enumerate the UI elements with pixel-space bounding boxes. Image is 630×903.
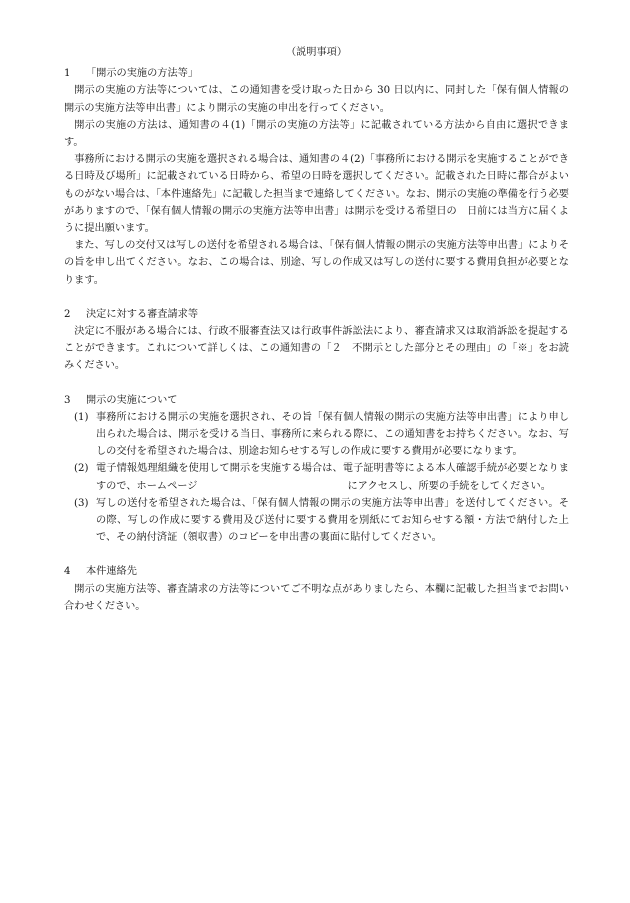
item-text xyxy=(96,460,569,494)
list-item xyxy=(64,409,569,461)
document-body xyxy=(64,44,569,632)
item-number: (2) xyxy=(74,463,89,475)
list-item xyxy=(64,495,569,547)
item-text: 写しの送付を希望された場合は、「保有個人情報の開示の実施方法等申出書」を送付してください。その際、写しの作成に要する費用及び送付に要する費用を別紙にてお知らせする額・方法で納付した上で、その納付済証（領収書）のコピーを申出書の裏面に貼付してください。 xyxy=(96,497,569,544)
section-title: 開示の実施について xyxy=(86,394,178,406)
paragraph: 決定に不服がある場合には、行政不服審査法又は行政事件訴訟法により、審査請求又は取消訴訟を提起することができます。これについて詳しくは、この通知書の「２ 不開示とした部分とその理由」の「※」をお読みください。 xyxy=(64,326,569,372)
section-heading xyxy=(64,306,569,323)
section-number: 4 xyxy=(64,566,71,578)
section-disclosure-implementation xyxy=(64,392,569,547)
document-title: （説明事項） xyxy=(285,47,348,58)
section-title: 「開示の実施の方法等」 xyxy=(86,68,199,80)
item-number: (1) xyxy=(74,411,89,423)
paragraph: また、写しの交付又は写しの送付を希望される場合は、「保有個人情報の開示の実施方法等申出書」によりその旨を申し出てください。なお、この場合は、別途、写しの作成又は写しの送付に要する費用負担が必要となります。 xyxy=(64,240,569,286)
section-heading xyxy=(64,65,569,82)
section-contact xyxy=(64,563,569,615)
section-appeal xyxy=(64,306,569,375)
item-list xyxy=(64,409,569,547)
item-number: (3) xyxy=(74,497,89,509)
section-heading xyxy=(64,392,569,409)
paragraph: 開示の実施の方法等については、この通知書を受け取った日から 30 日以内に、同封した「保有個人情報の開示の実施方法等申出書」により開示の実施の申出を行ってください。 xyxy=(64,85,569,114)
paragraph: 開示の実施の方法は、通知書の４(1)「開示の実施の方法等」に記載されている方法から自由に選択できます。 xyxy=(64,119,569,149)
paragraph: 事務所における開示の実施を選択される場合は、通知書の４(2)「事務所における開示を実施することができる日時及び場所」に記載されている日時から、希望の日時を選択してください。記載された日時に都合がよいものがない場合は、「本件連絡先」に記載した担当まで連絡してください。なお、開示の実施の準備を行う必要がありますので、「保有個人情報の開示の実施方法等申出書」は開示を受ける希望日の 日前には当方に届くように提出願います。 xyxy=(64,154,569,235)
item-text-after-link: にアクセスし、所要の手続をしてください。 xyxy=(347,480,551,492)
section-implementation-method xyxy=(64,65,569,289)
section-number: 2 xyxy=(64,308,71,320)
section-heading xyxy=(64,563,569,580)
item-text: 事務所における開示の実施を選択され、その旨「保有個人情報の開示の実施方法等申出書」により申し出られた場合は、開示を受ける当日、事務所に来られる際に、この通知書をお持ちください。なお、写しの交付を希望された場合は、別途お知らせする写しの作成に要する費用が必要になります。 xyxy=(96,411,569,458)
section-number: 3 xyxy=(64,394,71,406)
section-number: 1 xyxy=(64,68,71,80)
paragraph: 開示の実施方法等、審査請求の方法等についてご不明な点がありましたら、本欄に記載した担当までお問い合わせください。 xyxy=(64,583,569,612)
section-title: 決定に対する審査請求等 xyxy=(86,308,199,320)
section-title: 本件連絡先 xyxy=(86,566,137,578)
list-item xyxy=(64,460,569,494)
item-text-before-link: 電子情報処理組織を使用して開示を実施する場合は、電子証明書等による本人確認手続が必要となりますので、ホームページ xyxy=(96,463,569,492)
